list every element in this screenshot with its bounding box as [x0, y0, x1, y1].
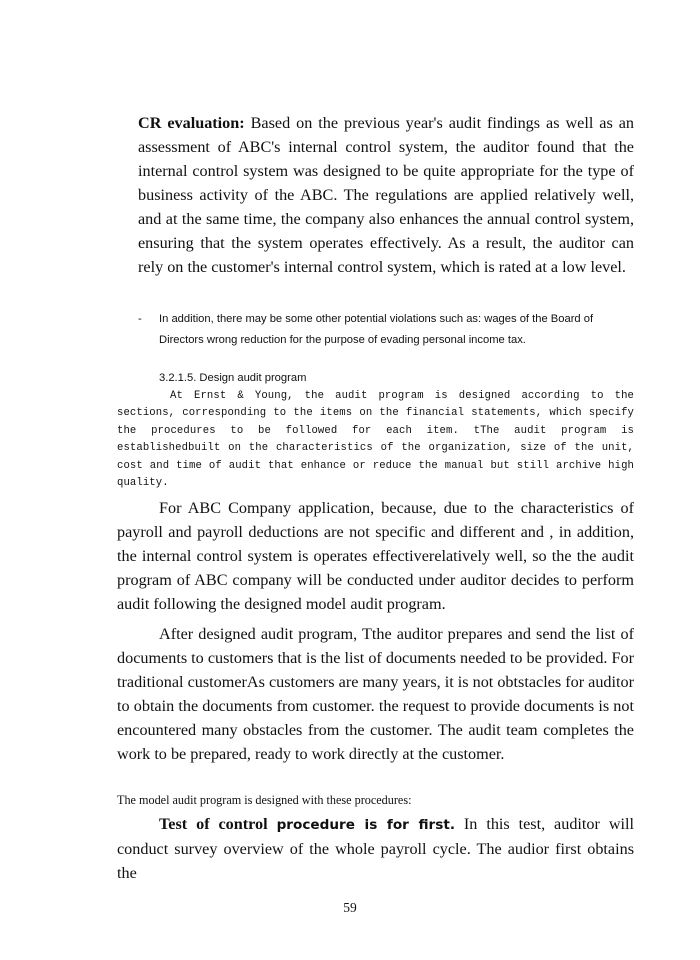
paragraph-audit-program-documents: After designed audit program, Tthe auditor prepares and send the list of documents to customers that is the list of documents needed to be provided. For traditional customerAs customers are many years, it is not obtstacles for auditor to obtain the documents from customer. the request to provide documents is not encountered many obstacles from the customer. The audit team completes the work to be prepared, ready to work directly at the customer. [117, 625, 635, 763]
mono-paragraph [117, 388, 634, 492]
cr-evaluation-paragraph [138, 111, 634, 279]
test-of-control-text: In this test, auditor will conduct survey overview of the whole payroll cycle. The audior first obtains the [117, 815, 635, 882]
procedures-note: The model audit program is designed with these procedures: [117, 793, 412, 807]
bullet-marker: - [138, 313, 142, 325]
test-of-control-paragraph [117, 812, 634, 885]
paragraph-abc-application: For ABC Company application, because, due to the characteristics of payroll and payroll deductions are not specific and different and , in addition, the internal control system is operates effectiverelatively well, so the the audit program of ABC company will be conducted under auditor decides to perform audit following the designed model audit program. [117, 499, 634, 613]
bullet-text: In addition, there may be some other potential violations such as: wages of the Board of Directors wrong reduction for the purpose of evading personal income tax. [159, 313, 594, 346]
cr-evaluation-text: Based on the previous year's audit findings as well as an assessment of ABC's internal control system, the auditor found that the internal control system was designed to be quite appropriate for the type of business activity of the ABC. The regulations are applied relatively well, and at the same time, the company also enhances the annual control system, ensuring that the system operates effectively. As a result, the auditor can rely on the customer's internal control system, which is rated at a low level. [138, 114, 634, 276]
section-heading: 3.2.1.5. Design audit program [159, 372, 307, 384]
test-of-control-label: Test of control [159, 815, 268, 833]
test-of-control-sublabel: procedure is for first. [276, 817, 455, 833]
bullet-list-item [138, 309, 634, 351]
cr-evaluation-label: CR evaluation: [138, 114, 245, 132]
mono-paragraph-text: At Ernst & Young, the audit program is designed according to the sections, corresponding to the items on the financial statements, which specify the procedures to be followed for each item. tThe audit program is establishedbuilt on the characteristics of the organization, size of the unit, cost and time of audit that enhance or reduce the manual but still archive high quality. [117, 390, 634, 490]
page-number: 59 [343, 900, 357, 915]
